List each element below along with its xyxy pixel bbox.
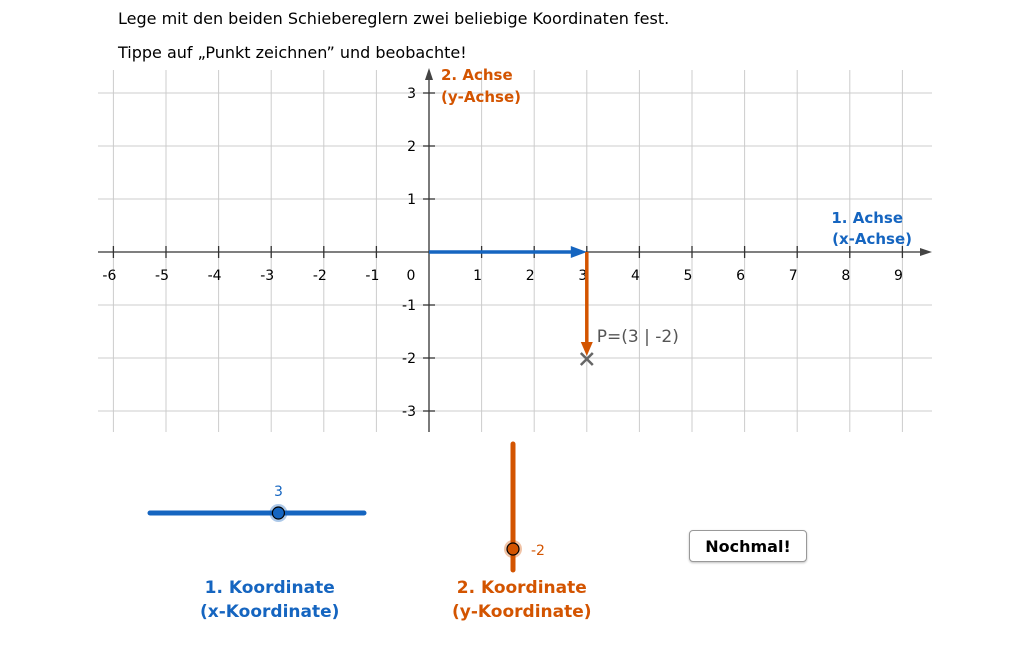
x-coordinate-caption	[200, 576, 339, 624]
y-caption-line-1: 2. Koordinate	[456, 578, 587, 598]
x-axis-tick-label: 6	[736, 268, 746, 284]
x-axis-title-line-2: (x-Achse)	[832, 230, 912, 248]
point-p-label: P=(3 | -2)	[596, 327, 679, 347]
x-axis-tick-label: -1	[365, 268, 380, 284]
y-coordinate-caption	[452, 576, 592, 624]
x-axis-tick-label: -4	[207, 268, 222, 284]
x-slider-value: 3	[273, 484, 283, 500]
y-axis-arrowhead	[425, 68, 433, 80]
x-axis-tick-label: 9	[893, 268, 903, 284]
x-axis-tick-label: -5	[155, 268, 169, 284]
x-coordinate-vector-arrowhead	[571, 246, 587, 258]
x-axis-tick-label: 0	[406, 268, 416, 284]
y-axis-tick-label: 1	[407, 192, 416, 208]
y-axis-title-line-1: 2. Achse	[441, 66, 513, 84]
instruction-line-2: Tippe auf „Punkt zeichnen” und beobachte!	[118, 43, 467, 62]
y-axis-tick-label: -1	[402, 298, 416, 314]
y-slider-handle[interactable]	[507, 543, 519, 555]
y-axis-tick-label: 3	[407, 86, 416, 102]
x-axis-tick-label: -3	[260, 268, 275, 284]
x-axis-tick-label: -2	[312, 268, 327, 284]
y-axis-tick-label: 2	[407, 139, 416, 155]
x-axis-arrowhead	[920, 248, 932, 256]
x-axis-tick-label: 1	[473, 268, 483, 284]
x-axis-tick-label: 5	[683, 268, 693, 284]
x-axis-tick-label: 8	[841, 268, 851, 284]
x-axis-tick-label: 3	[578, 268, 588, 284]
x-slider-handle[interactable]	[272, 507, 284, 519]
reset-button[interactable]: Nochmal!	[689, 530, 807, 562]
x-axis-tick-label: 2	[525, 268, 535, 284]
x-caption-line-1: 1. Koordinate	[204, 578, 335, 598]
y-caption-line-2: (y-Koordinate)	[452, 602, 592, 622]
y-axis-title-line-2: (y-Achse)	[441, 88, 521, 106]
x-axis-title-line-1: 1. Achse	[831, 209, 903, 227]
axes	[98, 68, 932, 432]
instruction-line-1: Lege mit den beiden Schiebereglern zwei beliebige Koordinaten fest.	[118, 9, 670, 28]
x-axis-tick-label: -6	[102, 268, 117, 284]
y-axis-tick-label: -2	[402, 351, 416, 367]
x-axis-tick-label: 7	[788, 268, 798, 284]
x-caption-line-2: (x-Koordinate)	[200, 602, 340, 622]
y-axis-tick-label: -3	[402, 404, 416, 420]
y-slider-value: -2	[531, 543, 545, 559]
x-axis-tick-label: 4	[630, 268, 640, 284]
